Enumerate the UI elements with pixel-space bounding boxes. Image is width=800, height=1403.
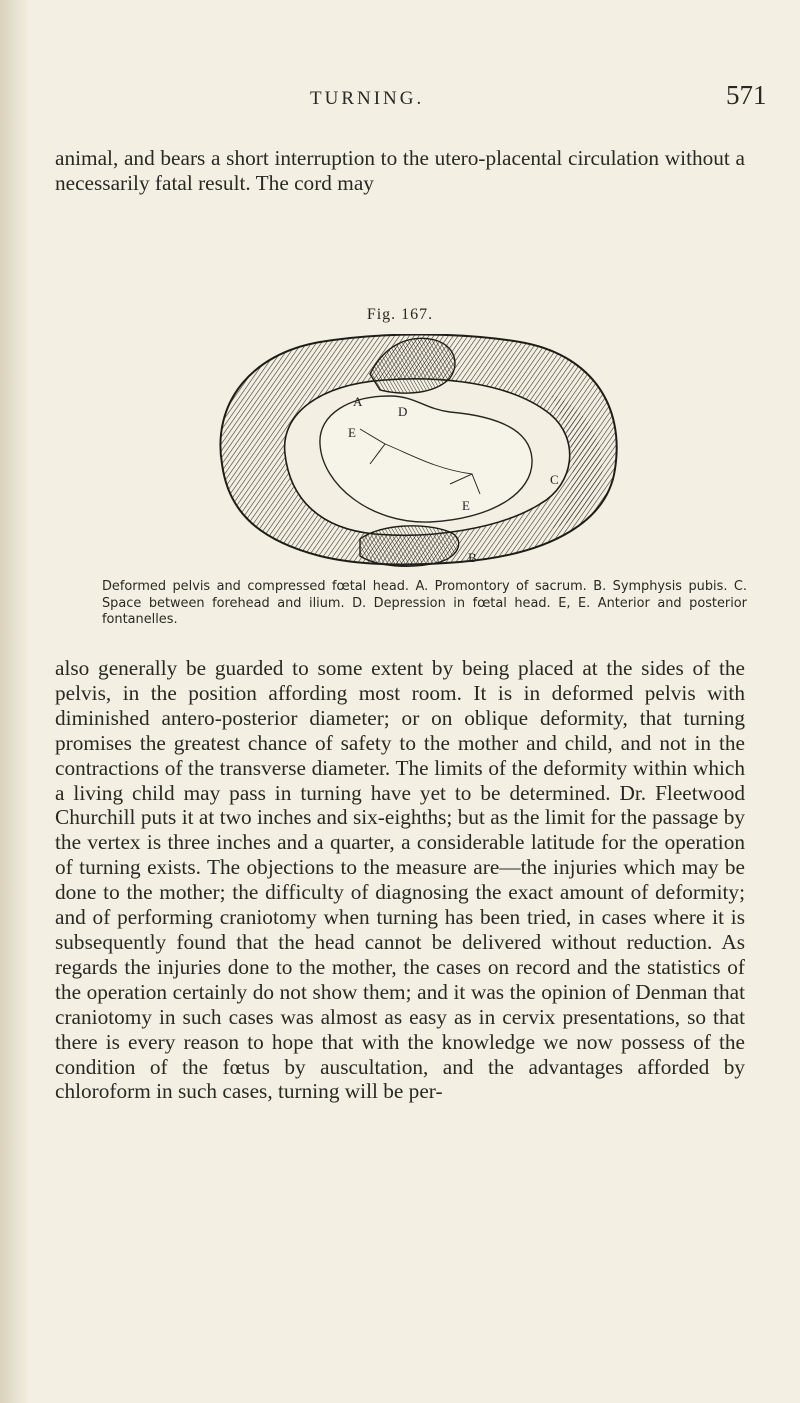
page-edge-shadow: [0, 0, 30, 1403]
paragraph-top: animal, and bears a short interruption to the utero-placental circulation without a necessarily fatal result. The cord may: [55, 146, 745, 195]
running-title: TURNING.: [310, 88, 425, 109]
label-b: B: [468, 550, 477, 565]
label-c: C: [550, 472, 559, 487]
page-number: 571: [726, 80, 767, 110]
figure-caption: Deformed pelvis and compressed fœtal head. A. Promontory of sacrum. B. Symphysis pubis. C. Space between forehead and ilium. D. Depression in fœtal head. E, E. Anterior and posterior fontanelles.: [102, 579, 747, 628]
label-e-anterior: E: [348, 425, 356, 440]
running-head: [0, 80, 800, 120]
label-d: D: [398, 404, 408, 419]
label-a: A: [353, 394, 363, 409]
pelvis-engraving: [210, 334, 630, 574]
symphysis-pubis: [360, 526, 459, 566]
figure-label: Fig. 167.: [366, 306, 434, 323]
figure-illustration: [210, 334, 630, 574]
label-e-posterior: E: [462, 498, 470, 513]
paragraph-main: also generally be guarded to some extent by being placed at the sides of the pelvis, in the position affording most room. It is in deformed pelvis with diminished antero-posterior diameter; or on oblique deformity, that turning promises the greatest chance of safety to the mother and child, and not in the contractions of the transverse diameter. The limits of the deformity within which a living child may pass in turning have yet to be determined. Dr. Fleetwood Churchill puts it at two inches and six-eighths; but as the limit for the passage by the vertex is three inches and a quarter, a considerable latitude for the operation of turning exists. The objections to the measure are—the injuries which may be done to the mother; the difficulty of diagnosing the exact amount of deformity; and of performing craniotomy when turning has been tried, in cases where it is subsequently found that the head cannot be delivered without reduction. As regards the injuries done to the mother, the cases on record and the statistics of the operation certainly do not show them; and it was the opinion of Denman that craniotomy in such cases was almost as easy as in cervix presentations, so that there is every reason to hope that with the knowledge we now possess of the condition of the fœtus by auscultation, and the advantages afforded by chloroform in such cases, turning will be per-: [55, 656, 745, 1104]
